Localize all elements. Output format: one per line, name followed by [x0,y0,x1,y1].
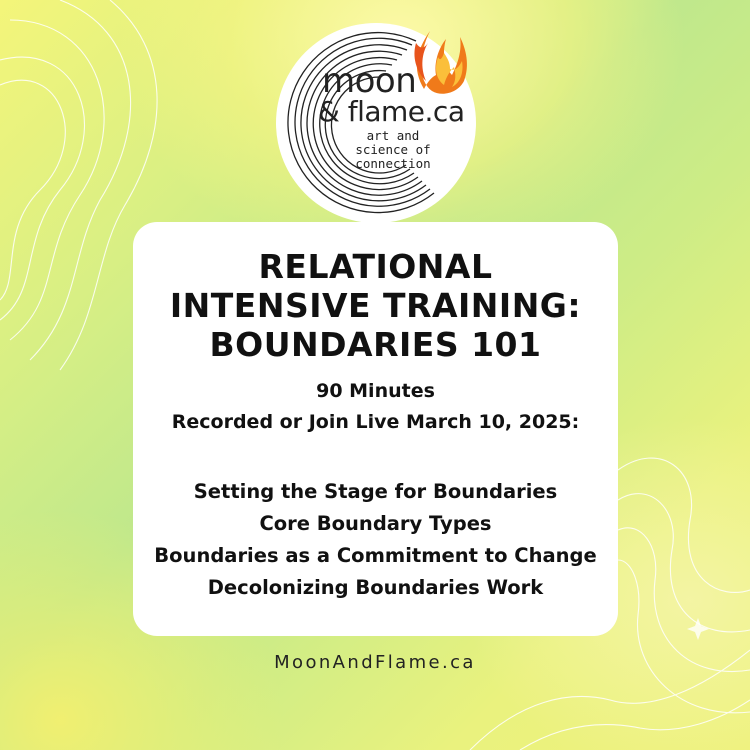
title-line: BOUNDARIES 101 [209,325,542,364]
brand-tagline [338,129,448,171]
title-line: INTENSIVE TRAINING: [169,286,582,325]
tagline-line: science of [355,142,431,157]
tagline-line: connection [355,156,431,171]
topic-item: Setting the Stage for Boundaries [193,480,558,503]
schedule-text: Recorded or Join Live March 10, 2025: [171,411,580,433]
session-details [133,376,618,438]
tagline-line: art and [366,128,420,143]
topic-list [133,476,618,604]
topic-item: Decolonizing Boundaries Work [207,576,544,599]
sparkle-icon [687,618,709,640]
topic-item: Core Boundary Types [259,512,492,535]
info-card [133,222,618,636]
logo-wordmark [266,23,486,223]
website-url: MoonAndFlame.ca [274,652,476,673]
brand-name-line2: & flame.ca [318,95,465,128]
topic-item: Boundaries as a Commitment to Change [154,544,597,567]
brand-logo [266,23,486,223]
duration-text: 90 Minutes [316,380,435,402]
brand-name-line1: moon [322,61,417,101]
title-line: RELATIONAL [258,247,493,286]
training-title [133,247,618,364]
